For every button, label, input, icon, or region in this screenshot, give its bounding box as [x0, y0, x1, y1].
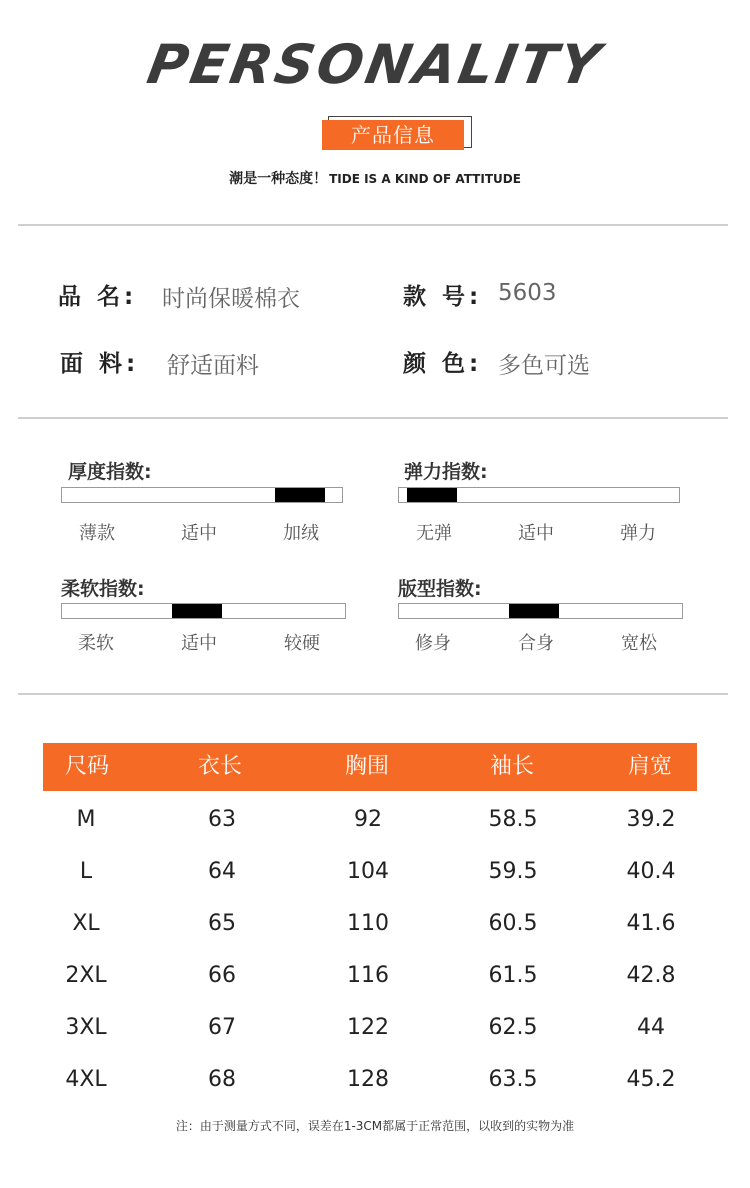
index-marker [509, 604, 559, 618]
index-option: 适中 [518, 523, 554, 544]
tagline [0, 168, 750, 188]
table-cell: 92 [354, 807, 382, 832]
info-value-fabric: 舒适面料 [167, 353, 259, 379]
table-cell: 2XL [65, 963, 107, 988]
size-table-header [43, 743, 697, 791]
table-cell: 59.5 [488, 859, 538, 884]
index-title-thickness: 厚度指数: [68, 461, 152, 483]
table-cell: L [79, 859, 93, 884]
info-label-color: 颜 色: [403, 351, 483, 377]
index-title-elasticity: 弹力指数: [404, 461, 488, 483]
column-header-chest: 胸围 [345, 754, 390, 779]
table-cell: 122 [347, 1015, 389, 1040]
index-title-softness: 柔软指数: [61, 578, 145, 600]
table-cell: 40.4 [626, 859, 676, 884]
table-cell: 128 [347, 1067, 389, 1092]
index-marker [407, 488, 457, 502]
index-title-fit: 版型指数: [398, 578, 482, 600]
table-cell: 3XL [65, 1015, 107, 1040]
index-option: 弹力 [620, 523, 656, 544]
info-label-name: 品 名: [58, 284, 138, 310]
table-cell: 39.2 [626, 807, 676, 832]
table-cell: 104 [347, 859, 389, 884]
info-value-color: 多色可选 [498, 353, 590, 379]
index-option: 适中 [181, 523, 217, 544]
index-marker [172, 604, 222, 618]
table-cell: 116 [347, 963, 389, 988]
table-cell: 61.5 [488, 963, 538, 988]
index-bar-elasticity [398, 487, 680, 503]
table-cell: 65 [208, 911, 236, 936]
table-cell: 67 [208, 1015, 236, 1040]
index-option: 较硬 [284, 633, 320, 654]
index-option: 宽松 [621, 633, 657, 654]
index-option: 薄款 [79, 523, 115, 544]
column-header-size: 尺码 [65, 754, 110, 779]
table-cell: M [76, 807, 96, 832]
brand-logo: PERSONALITY [142, 33, 608, 96]
index-bar-softness [61, 603, 346, 619]
column-header-length: 衣长 [198, 754, 243, 779]
section-badge [322, 116, 472, 150]
divider [18, 417, 728, 419]
index-option: 适中 [181, 633, 217, 654]
table-cell: 64 [208, 859, 236, 884]
divider [18, 693, 728, 695]
table-cell: 63 [208, 807, 236, 832]
table-cell: 110 [347, 911, 389, 936]
divider [18, 224, 728, 226]
table-cell: 63.5 [488, 1067, 538, 1092]
table-cell: 4XL [65, 1067, 107, 1092]
table-cell: 68 [208, 1067, 236, 1092]
index-option: 无弹 [416, 523, 452, 544]
index-option: 修身 [415, 633, 451, 654]
index-marker [275, 488, 325, 502]
table-cell: 60.5 [488, 911, 538, 936]
tagline-en: TIDE IS A KIND OF ATTITUDE [329, 172, 521, 186]
badge-label: 产品信息 [322, 120, 464, 150]
column-header-sleeve: 袖长 [490, 754, 535, 779]
table-cell: XL [72, 911, 100, 936]
tagline-cn: 潮是一种态度！ [229, 171, 328, 187]
index-option: 合身 [518, 633, 554, 654]
info-value-style-no: 5603 [498, 280, 557, 306]
table-cell: 66 [208, 963, 236, 988]
info-label-style-no: 款 号: [403, 284, 483, 310]
table-cell: 41.6 [626, 911, 676, 936]
measurement-note: 注：由于测量方式不同，误差在1-3CM都属于正常范围，以收到的实物为准 [175, 1119, 575, 1133]
table-cell: 45.2 [626, 1067, 676, 1092]
table-cell: 58.5 [488, 807, 538, 832]
index-bar-fit [398, 603, 683, 619]
table-cell: 62.5 [488, 1015, 538, 1040]
index-option: 加绒 [283, 523, 319, 544]
index-option: 柔软 [78, 633, 114, 654]
column-header-shoulder: 肩宽 [628, 754, 673, 779]
info-label-fabric: 面 料: [60, 351, 140, 377]
index-bar-thickness [61, 487, 343, 503]
table-cell: 44 [637, 1015, 665, 1040]
info-value-name: 时尚保暖棉衣 [162, 286, 300, 312]
table-cell: 42.8 [626, 963, 676, 988]
